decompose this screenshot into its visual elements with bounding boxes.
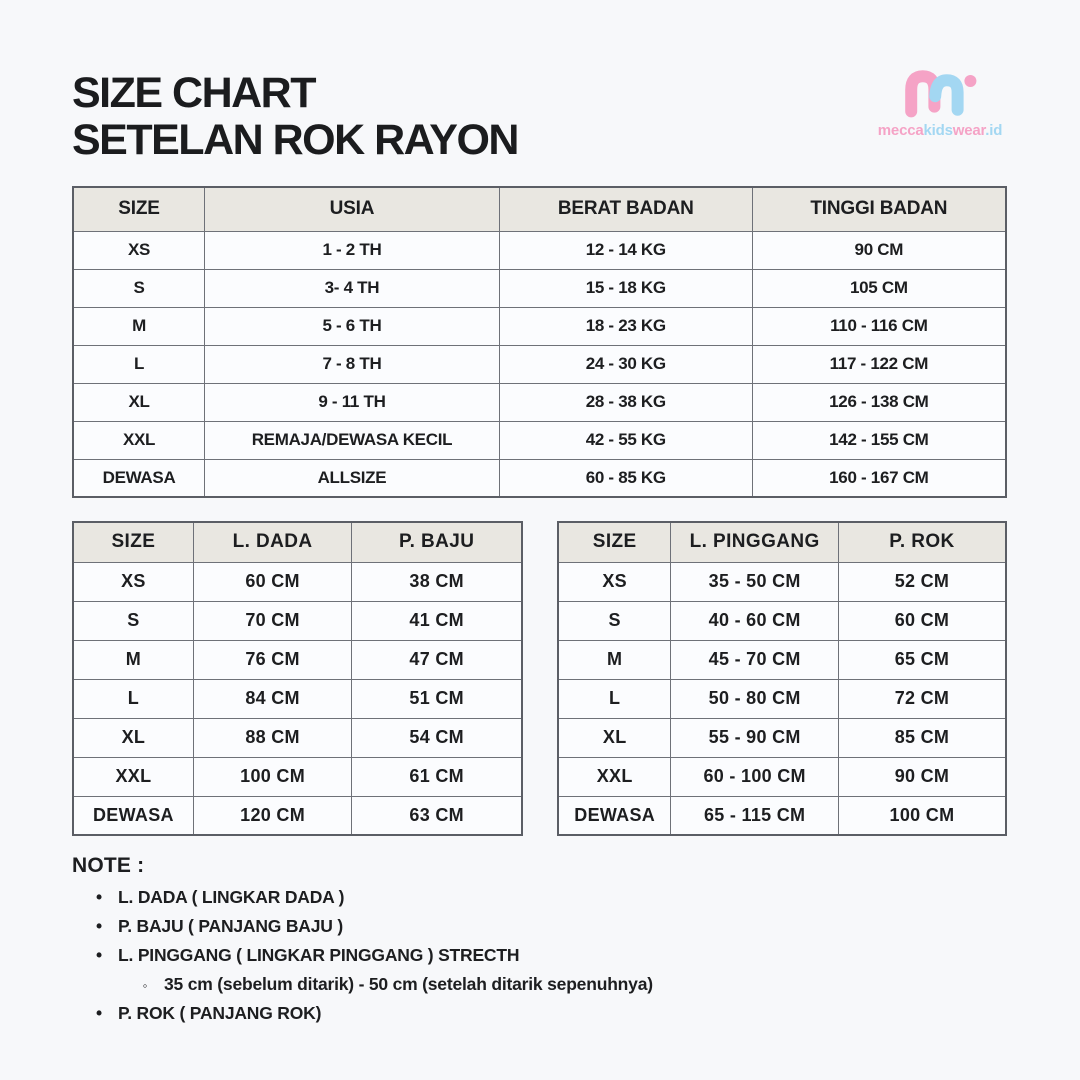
table-cell: 18 - 23 KG [499, 307, 752, 345]
table-cell: 51 CM [352, 679, 522, 718]
table-cell: 90 CM [838, 757, 1006, 796]
table-cell: M [73, 307, 205, 345]
table-cell: M [558, 640, 671, 679]
brand-segment: wear [952, 122, 986, 139]
table-cell: DEWASA [73, 459, 205, 497]
table-cell: XS [73, 562, 193, 601]
table-cell: 65 CM [838, 640, 1006, 679]
table-cell: XL [73, 383, 205, 421]
table-row [73, 383, 1006, 421]
table-cell: 60 - 100 CM [671, 757, 839, 796]
note-item [90, 916, 972, 937]
table-header-row [558, 522, 1006, 562]
table-cell: 126 - 138 CM [752, 383, 1006, 421]
table-cell: DEWASA [558, 796, 671, 835]
table-cell: 60 - 85 KG [499, 459, 752, 497]
table-cell: 35 - 50 CM [671, 562, 839, 601]
note-text: L. PINGGANG ( LINGKAR PINGGANG ) STRECTH [118, 945, 520, 965]
table-cell: 45 - 70 CM [671, 640, 839, 679]
column-header: SIZE [73, 522, 193, 562]
table-row [73, 601, 522, 640]
table-cell: 24 - 30 KG [499, 345, 752, 383]
table-row [73, 796, 522, 835]
table-cell: 5 - 6 TH [205, 307, 500, 345]
table-cell: 63 CM [352, 796, 522, 835]
table-cell: XL [558, 718, 671, 757]
table-cell: 41 CM [352, 601, 522, 640]
brand-logo [866, 66, 1014, 139]
note-text: L. DADA ( LINGKAR DADA ) [118, 887, 345, 907]
table-cell: 9 - 11 TH [205, 383, 500, 421]
table-cell: XL [73, 718, 193, 757]
note-item [90, 887, 972, 908]
table-cell: 105 CM [752, 269, 1006, 307]
table-cell: S [73, 269, 205, 307]
table-row [73, 562, 522, 601]
note-title: NOTE : [72, 854, 145, 877]
table-cell: 76 CM [193, 640, 351, 679]
table-cell: 50 - 80 CM [671, 679, 839, 718]
table-row [73, 269, 1006, 307]
page-title-line1: SIZE CHART [72, 69, 315, 117]
table-cell: 70 CM [193, 601, 351, 640]
table-cell: 90 CM [752, 231, 1006, 269]
table-row [73, 679, 522, 718]
table-cell: 42 - 55 KG [499, 421, 752, 459]
note-list [72, 887, 972, 1024]
waist-skirt-table [557, 521, 1007, 836]
table-cell: 3- 4 TH [205, 269, 500, 307]
table-cell: 60 CM [838, 601, 1006, 640]
size-age-table [72, 186, 1007, 498]
table-header-row [73, 187, 1006, 231]
note-item [90, 1003, 972, 1024]
table-cell: 54 CM [352, 718, 522, 757]
note-section [72, 854, 972, 1024]
note-text: 35 cm (sebelum ditarik) - 50 cm (setelah ditarik sepenuhnya) [164, 974, 653, 994]
table-cell: S [73, 601, 193, 640]
table-row [73, 231, 1006, 269]
table-row [558, 640, 1006, 679]
column-header: SIZE [558, 522, 671, 562]
column-header: BERAT BADAN [499, 187, 752, 231]
table-cell: XXL [73, 757, 193, 796]
page-title [72, 70, 518, 164]
table-cell: 110 - 116 CM [752, 307, 1006, 345]
column-header: TINGGI BADAN [752, 187, 1006, 231]
table-cell: 7 - 8 TH [205, 345, 500, 383]
column-header: L. DADA [193, 522, 351, 562]
table-cell: M [73, 640, 193, 679]
bullet-icon: • [96, 916, 102, 936]
brand-segment: .id [985, 122, 1003, 139]
table-row [73, 421, 1006, 459]
bullet-icon: • [96, 1003, 102, 1023]
table-cell: 84 CM [193, 679, 351, 718]
note-text: P. ROK ( PANJANG ROK) [118, 1003, 322, 1023]
table-row [73, 459, 1006, 497]
brand-segment: kids [923, 122, 953, 139]
column-header: USIA [205, 187, 500, 231]
note-item [136, 974, 972, 995]
table-row [73, 307, 1006, 345]
column-header: SIZE [73, 187, 205, 231]
bullet-icon: ◦ [142, 978, 148, 993]
table-cell: 61 CM [352, 757, 522, 796]
table-cell: L [558, 679, 671, 718]
table-header-row [73, 522, 522, 562]
table-cell: 55 - 90 CM [671, 718, 839, 757]
table-row [558, 718, 1006, 757]
bullet-icon: • [96, 945, 102, 965]
table-cell: L [73, 679, 193, 718]
table-cell: REMAJA/DEWASA KECIL [205, 421, 500, 459]
page-title-line2: SETELAN ROK RAYON [72, 116, 518, 164]
table-cell: XXL [73, 421, 205, 459]
table-cell: 38 CM [352, 562, 522, 601]
table-cell: 160 - 167 CM [752, 459, 1006, 497]
note-text: P. BAJU ( PANJANG BAJU ) [118, 916, 344, 936]
table-row [73, 640, 522, 679]
table-cell: 142 - 155 CM [752, 421, 1006, 459]
table-cell: S [558, 601, 671, 640]
table-cell: 72 CM [838, 679, 1006, 718]
column-header: P. BAJU [352, 522, 522, 562]
table-row [558, 757, 1006, 796]
table-row [558, 796, 1006, 835]
table-cell: 100 CM [838, 796, 1006, 835]
table-cell: 88 CM [193, 718, 351, 757]
table-cell: 85 CM [838, 718, 1006, 757]
bullet-icon: • [96, 887, 102, 907]
table-cell: 65 - 115 CM [671, 796, 839, 835]
table-cell: 60 CM [193, 562, 351, 601]
brand-wordmark [878, 122, 1002, 139]
column-header: P. ROK [838, 522, 1006, 562]
table-cell: 28 - 38 KG [499, 383, 752, 421]
brand-m-icon [900, 66, 980, 120]
table-cell: 12 - 14 KG [499, 231, 752, 269]
table-cell: ALLSIZE [205, 459, 500, 497]
table-cell: XXL [558, 757, 671, 796]
column-header: L. PINGGANG [671, 522, 839, 562]
table-cell: 120 CM [193, 796, 351, 835]
table-row [73, 718, 522, 757]
table-row [558, 679, 1006, 718]
table-cell: 100 CM [193, 757, 351, 796]
note-item [90, 945, 972, 966]
chest-length-table [72, 521, 523, 836]
table-row [73, 345, 1006, 383]
table-row [558, 601, 1006, 640]
table-cell: 47 CM [352, 640, 522, 679]
table-cell: 15 - 18 KG [499, 269, 752, 307]
table-cell: 40 - 60 CM [671, 601, 839, 640]
table-cell: XS [558, 562, 671, 601]
table-cell: 52 CM [838, 562, 1006, 601]
table-row [558, 562, 1006, 601]
table-row [73, 757, 522, 796]
table-cell: 117 - 122 CM [752, 345, 1006, 383]
table-cell: 1 - 2 TH [205, 231, 500, 269]
table-cell: L [73, 345, 205, 383]
brand-segment: mecca [877, 122, 924, 139]
table-cell: XS [73, 231, 205, 269]
table-cell: DEWASA [73, 796, 193, 835]
